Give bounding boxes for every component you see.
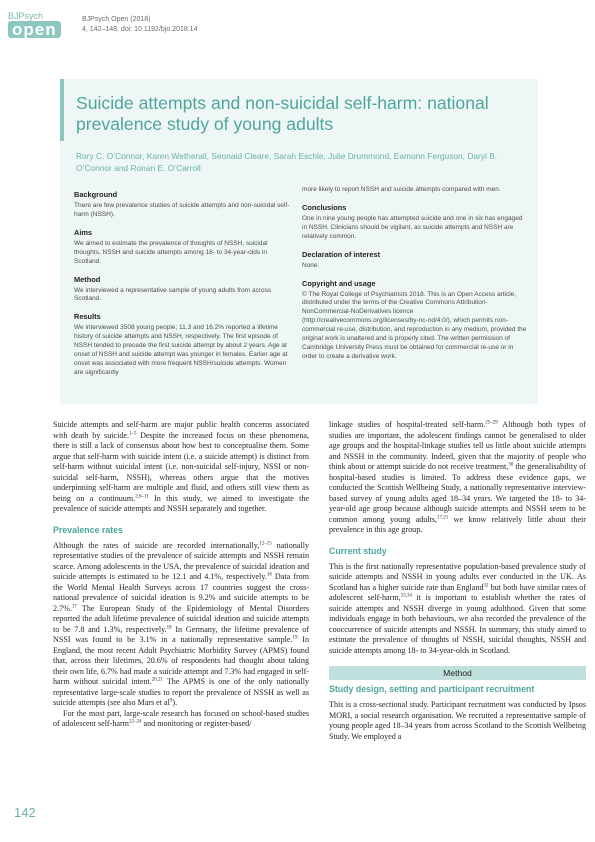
reference-marker: 22–24 xyxy=(128,719,142,725)
abstract-text: We aimed to estimate the prevalence of thoughts of NSSH, suicidal thoughts, NSSH and suicide attempts among 18- to 34-year-olds in Scotland. xyxy=(74,239,268,265)
logo-top-text: BJPsych xyxy=(8,11,44,21)
reference-marker: 2,6–11 xyxy=(135,493,149,499)
reference-marker: 9 xyxy=(169,698,173,704)
reference-marker: 19 xyxy=(292,635,298,641)
abstract-heading: Aims xyxy=(74,227,93,237)
logo-open-text: open xyxy=(8,21,61,38)
abstract-heading: Results xyxy=(74,312,101,322)
abstract-text: One in nine young people has attempted suicide and one in six has engaged in NSSH. Clinicians should be vigilant, as suicide attempts and NSSH are relatively common. xyxy=(302,214,523,240)
journal-doi: 4, 142–148. doi: 10.1192/bjo.2018.14 xyxy=(82,26,198,33)
body-left-column xyxy=(53,420,309,730)
abstract-text: more likely to report NSSH and suicide attempts compared with men. xyxy=(302,186,501,193)
abstract-box xyxy=(60,79,538,404)
body-paragraph: linkage studies of hospital-treated self-harm.$^{25-29}$ Although both types of studies are important, the adolescent findings cannot be generalised to older age groups and the hospital-linkage studies tell us little about suicide attempts and NSSH in the community. Indeed, given that the majority of people who think about or attempt suicide do not receive treatment,$^{30}$ the generalisability of hospital-based studies is limited. To address these evidence gaps, we conducted the Scottish Wellbeing Study, a nationally representative interview-based survey of young adults aged 18–34 years. We targeted the 18- to 34-year-old age group because although suicide attempts and NSSH seem to be common among young adults,$^{17,21}$ we know relatively little about their prevalence in this age group. xyxy=(329,420,586,534)
abstract-left-column xyxy=(74,190,290,378)
body-paragraph: This is the first nationally representative population-based prevalence study of suicide attempts and NSSH in young adults ever conducted in the UK. As Scotland has a higher suicide rate than England$^{32}$ but both have similar rates of adolescent self-harm,$^{33,34}$ it is important to establish whether the rates of suicide attempts and NSSH diverge in young adulthood. Given that some individuals engage in both behaviours, we also recorded the prevalence of the cooccurrence of suicide attempts and NSSH. In summary, this study aimed to estimate the prevalence of thoughts of NSSH, suicidal thoughts, NSSH and suicide attempts among 18- to 34-year-olds in Scotland. xyxy=(329,561,586,655)
abstract-heading: Background xyxy=(74,190,118,199)
reference-marker: 18 xyxy=(166,624,172,630)
body-paragraph: Suicide attempts and self-harm are major public health concerns associated with death by suicide.$^{1-5}$ Despite the increased focus on these phenomena, there is still a lack of consensus about how best to conceptualise them. Some argue that self-harm with suicide intent (i.e. a suicide attempt) is distinct from self-harm without suicidal intent (i.e. non-suicidal self-injury, NSSI or non-suicidal self-harm, NSSH), whereas others argue that the motives underpinning self-harm are multiple and fluid, and others still view them as being on a continuum.$^{2,6-11}$ In this study, we aimed to investigate the prevalence of suicide attempts and NSSH separately and together. xyxy=(53,420,310,513)
reference-marker: 30 xyxy=(508,462,514,468)
abstract-text: None. xyxy=(302,261,320,269)
abstract-text: There are few prevalence studies of suicide attempts and non-suicidal self-harm (NSSH). xyxy=(74,202,290,218)
page-number: 142 xyxy=(14,805,36,820)
reference-marker: 16 xyxy=(266,572,272,578)
abstract-text: We interviewed a representative sample of young adults from across Scotland. xyxy=(74,286,272,303)
abstract-text: © The Royal College of Psychiatrists 2018. This is an Open Access article, distributed under the terms of the Creative Commons Attribution-NonCommercial-NoDerivatives licence (http://creativecommons.org/licenses/by-nc-nd/4.0/), which permits non-commercial re-use, distribution, and reproduction in any medium, provided the original work is unaltered and is properly cited. The written permission of Cambridge University Press must be obtained for commercial re-use or in order to create a derivative work. xyxy=(302,290,527,360)
journal-citation xyxy=(82,15,197,35)
body-paragraph: Although the rates of suicide are recorded internationally,$^{12-15}$ nationally representative studies of the prevalence of suicide attempts and NSSH remain scarce. Among adolescents in the USA, the prevalence of suicidal ideation and suicide attempts is estimated to be 12.1 and 4.1%, respectively.$^{16}$ Data from the World Mental Health Surveys across 17 countries suggest the cross-national prevalence of suicidal ideation is 9.2% and suicide attempts to be 2.7%.$^{17}$ The European Study of the Epidemiology of Mental Disorders reported the adult lifetime prevalence of suicidal ideation and suicide attempts to be 7.8 and 1.3%, respectively.$^{18}$ In Germany, the lifetime prevalence of NSSI was found to be 3.1% in a nationally representative sample.$^{19}$ In England, the most recent Adult Psychiatric Morbidity Survey (APMS) found that, across their lifetimes, 20.6% of respondents had thought about taking their own life, 6.7% had made a suicide attempt and 7.3% had engaged in self-harm without suicidal intent.$^{20,21}$ The APMS is one of the only nationally representative large-scale studies to report the prevalence of NSSH as well as suicide attempts (see also Mars et $al^9$). xyxy=(53,540,310,707)
author-list: Rory C. O’Connor, Karen Wetherall, Seonaid Cleare, Sarah Eschle, Julie Drummond, Eamonn Ferguson, Daryl B. O’Connor and Ronan E. O’Carroll xyxy=(76,151,498,173)
method-section-bar: Method xyxy=(329,666,586,680)
section-heading: Current study xyxy=(329,545,387,556)
journal-logo xyxy=(8,12,72,38)
reference-marker: 33,34 xyxy=(400,593,412,599)
reference-marker: 17,21 xyxy=(437,514,449,520)
article-title: Suicide attempts and non-suicidal self-harm: national prevalence study of young adults xyxy=(76,93,489,134)
section-heading: Study design, setting and participant recruitment xyxy=(329,684,535,694)
body-paragraph: For the most part, large-scale research has focused on school-based studies of adolescent self-harm$^{22-24}$ and monitoring or register-based/ xyxy=(53,708,309,728)
abstract-heading: Copyright and usage xyxy=(302,278,376,288)
journal-name: BJPsych Open (2018) xyxy=(82,16,151,23)
body-right-column xyxy=(329,420,586,742)
title-accent-bar xyxy=(60,79,64,141)
reference-marker: 25–29 xyxy=(485,420,498,426)
section-heading: Prevalence rates xyxy=(53,524,123,535)
abstract-heading: Method xyxy=(74,274,101,284)
reference-marker: 12–15 xyxy=(259,540,272,546)
abstract-heading: Declaration of interest xyxy=(302,249,381,259)
body-paragraph: This is a cross-sectional study. Participant recruitment was conducted by Ipsos MORI, a social research organisation. We recruited a representative sample of young people aged 18–34 years from across Scotland to the Scottish Wellbeing Study. We employed a xyxy=(329,700,586,741)
reference-marker: 32 xyxy=(483,582,489,588)
abstract-text: We interviewed 3508 young people; 11.3 and 16.2% reported a lifetime history of suicide attempts and NSSH, respectively. The first episode of NSSH tended to precede the first suicide attempt by about 2 years. Age at onset of NSSH and suicide attempt was younger in females. Earlier age at onset was associated with more frequent NSSH/suicide attempts. Women are significantly xyxy=(74,324,288,376)
reference-marker: 1–5 xyxy=(129,430,137,436)
abstract-right-column xyxy=(302,186,528,362)
reference-marker: 17 xyxy=(71,603,77,609)
abstract-heading: Conclusions xyxy=(302,202,347,212)
reference-marker: 20,21 xyxy=(151,677,164,683)
